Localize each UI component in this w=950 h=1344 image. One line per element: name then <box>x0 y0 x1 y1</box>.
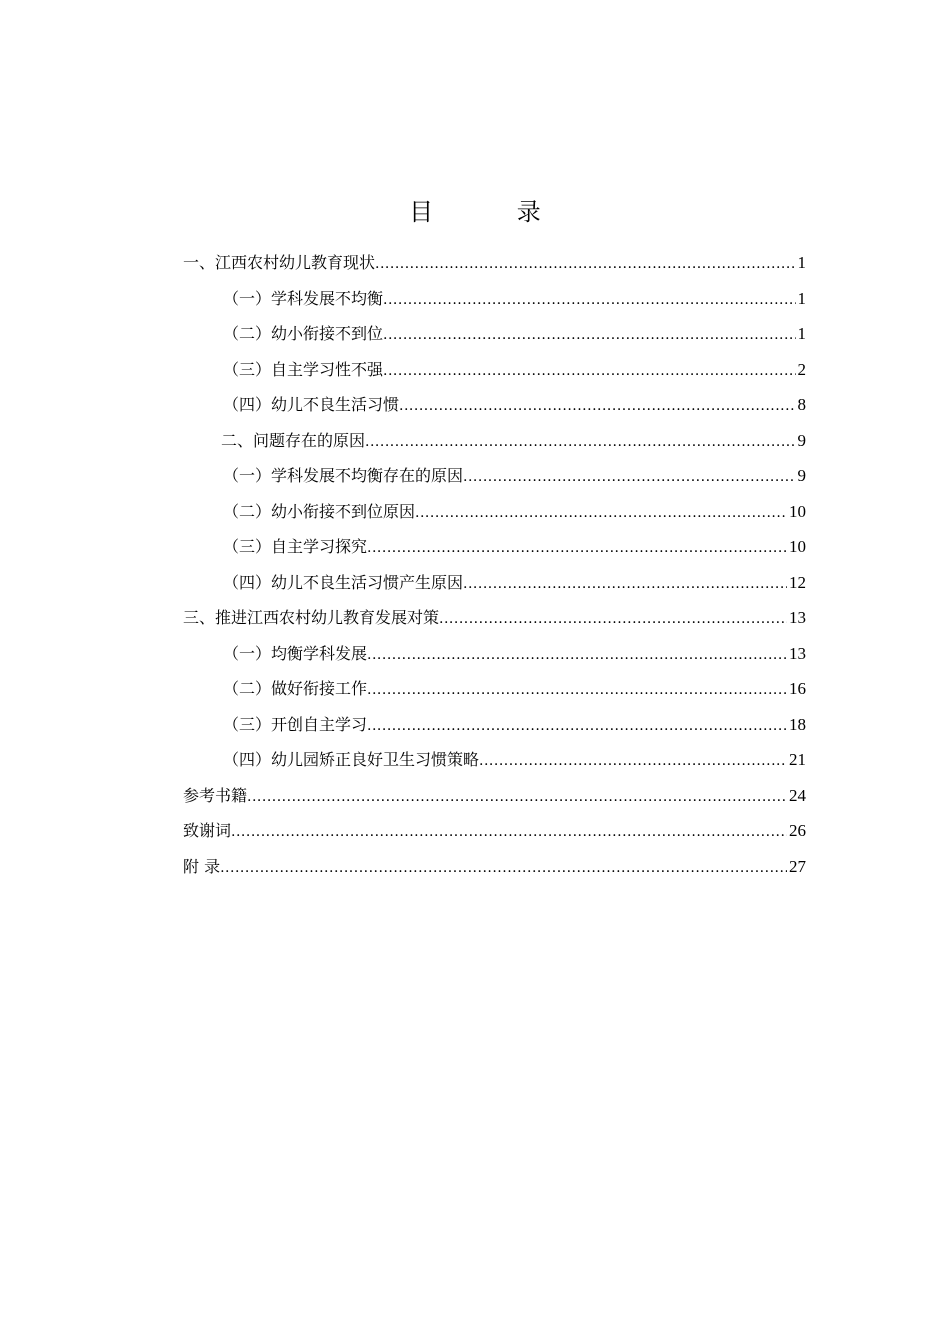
toc-entry-label: （四）幼儿不良生活习惯 <box>223 395 400 414</box>
toc-page-number: 12 <box>789 572 806 592</box>
toc-dot-leader <box>220 851 787 887</box>
toc-entry-label: （二）幼小衔接不到位原因 <box>223 501 416 521</box>
toc-entry[interactable] <box>183 316 806 352</box>
toc-entry[interactable] <box>183 494 806 530</box>
toc-dot-leader <box>367 531 787 567</box>
toc-entry-label: （二）做好衔接工作 <box>223 679 368 698</box>
toc-entry[interactable] <box>183 387 806 423</box>
toc-entry-label: （四）幼儿园矫正良好卫生习惯策略 <box>223 750 480 769</box>
toc-dot-leader <box>367 709 787 745</box>
toc-dot-leader <box>479 744 787 780</box>
toc-entry[interactable] <box>183 778 806 814</box>
page-title: 目 录 <box>409 198 579 226</box>
toc-entry-label: （一）均衡学科发展 <box>223 643 368 663</box>
toc-entry-label: 参考书籍 <box>183 785 248 805</box>
toc-entry-label: （一）学科发展不均衡存在的原因 <box>223 466 464 485</box>
toc-page-number: 26 <box>789 821 806 840</box>
toc-entry[interactable] <box>183 600 806 636</box>
toc-entry-label: 三、推进江西农村幼儿教育发展对策 <box>183 608 440 627</box>
toc-dot-leader <box>367 673 787 709</box>
toc-dot-leader <box>231 815 787 851</box>
table-of-contents <box>183 245 806 884</box>
toc-dot-leader <box>415 496 787 532</box>
toc-dot-leader <box>375 247 795 283</box>
toc-entry-label: （三）开创自主学习 <box>223 714 368 734</box>
toc-entry-label: （一）学科发展不均衡 <box>223 288 384 308</box>
toc-entry[interactable] <box>183 423 806 459</box>
toc-entry-label: 致谢词 <box>183 821 232 840</box>
toc-entry-label: （二）幼小衔接不到位 <box>223 324 384 343</box>
toc-page-number: 16 <box>789 679 806 698</box>
toc-dot-leader <box>463 567 787 603</box>
toc-page-number: 24 <box>789 785 806 805</box>
toc-dot-leader <box>383 283 795 319</box>
toc-page-number: 21 <box>789 750 806 769</box>
toc-entry[interactable] <box>183 742 806 778</box>
toc-page-number: 9 <box>797 430 806 450</box>
toc-dot-leader <box>247 780 787 816</box>
toc-dot-leader <box>365 425 795 461</box>
toc-entry[interactable] <box>183 671 806 707</box>
toc-entry[interactable] <box>183 565 806 601</box>
toc-page-number: 1 <box>797 288 806 308</box>
toc-entry[interactable] <box>183 281 806 317</box>
toc-entry-label: 一、江西农村幼儿教育现状 <box>183 253 376 272</box>
toc-page-number: 1 <box>797 253 806 272</box>
toc-page-number: 2 <box>797 359 806 379</box>
toc-page-number: 10 <box>789 537 806 556</box>
toc-page-number: 13 <box>789 608 806 627</box>
toc-dot-leader <box>367 638 787 674</box>
toc-entry-label: （三）自主学习性不强 <box>223 359 384 379</box>
toc-entry[interactable] <box>183 707 806 743</box>
toc-entry[interactable] <box>183 352 806 388</box>
toc-page-number: 10 <box>789 501 806 521</box>
toc-page-number: 8 <box>797 395 806 414</box>
toc-entry-label: 附 录 <box>183 856 221 876</box>
toc-dot-leader <box>439 602 787 638</box>
toc-page-number: 27 <box>789 856 806 876</box>
toc-entry-label: （三）自主学习探究 <box>223 537 368 556</box>
toc-page-number: 9 <box>797 466 806 485</box>
toc-entry[interactable] <box>183 849 806 885</box>
toc-page-number: 18 <box>789 714 806 734</box>
toc-entry[interactable] <box>183 458 806 494</box>
toc-dot-leader <box>463 460 795 496</box>
toc-dot-leader <box>383 354 795 390</box>
toc-page-number: 1 <box>797 324 806 343</box>
toc-dot-leader <box>399 389 795 425</box>
toc-entry[interactable] <box>183 813 806 849</box>
toc-entry[interactable] <box>183 529 806 565</box>
toc-page-number: 13 <box>789 643 806 663</box>
toc-entry-label: 二、问题存在的原因 <box>221 430 366 450</box>
toc-entry[interactable] <box>183 245 806 281</box>
toc-dot-leader <box>383 318 795 354</box>
toc-entry[interactable] <box>183 636 806 672</box>
toc-entry-label: （四）幼儿不良生活习惯产生原因 <box>223 572 464 592</box>
